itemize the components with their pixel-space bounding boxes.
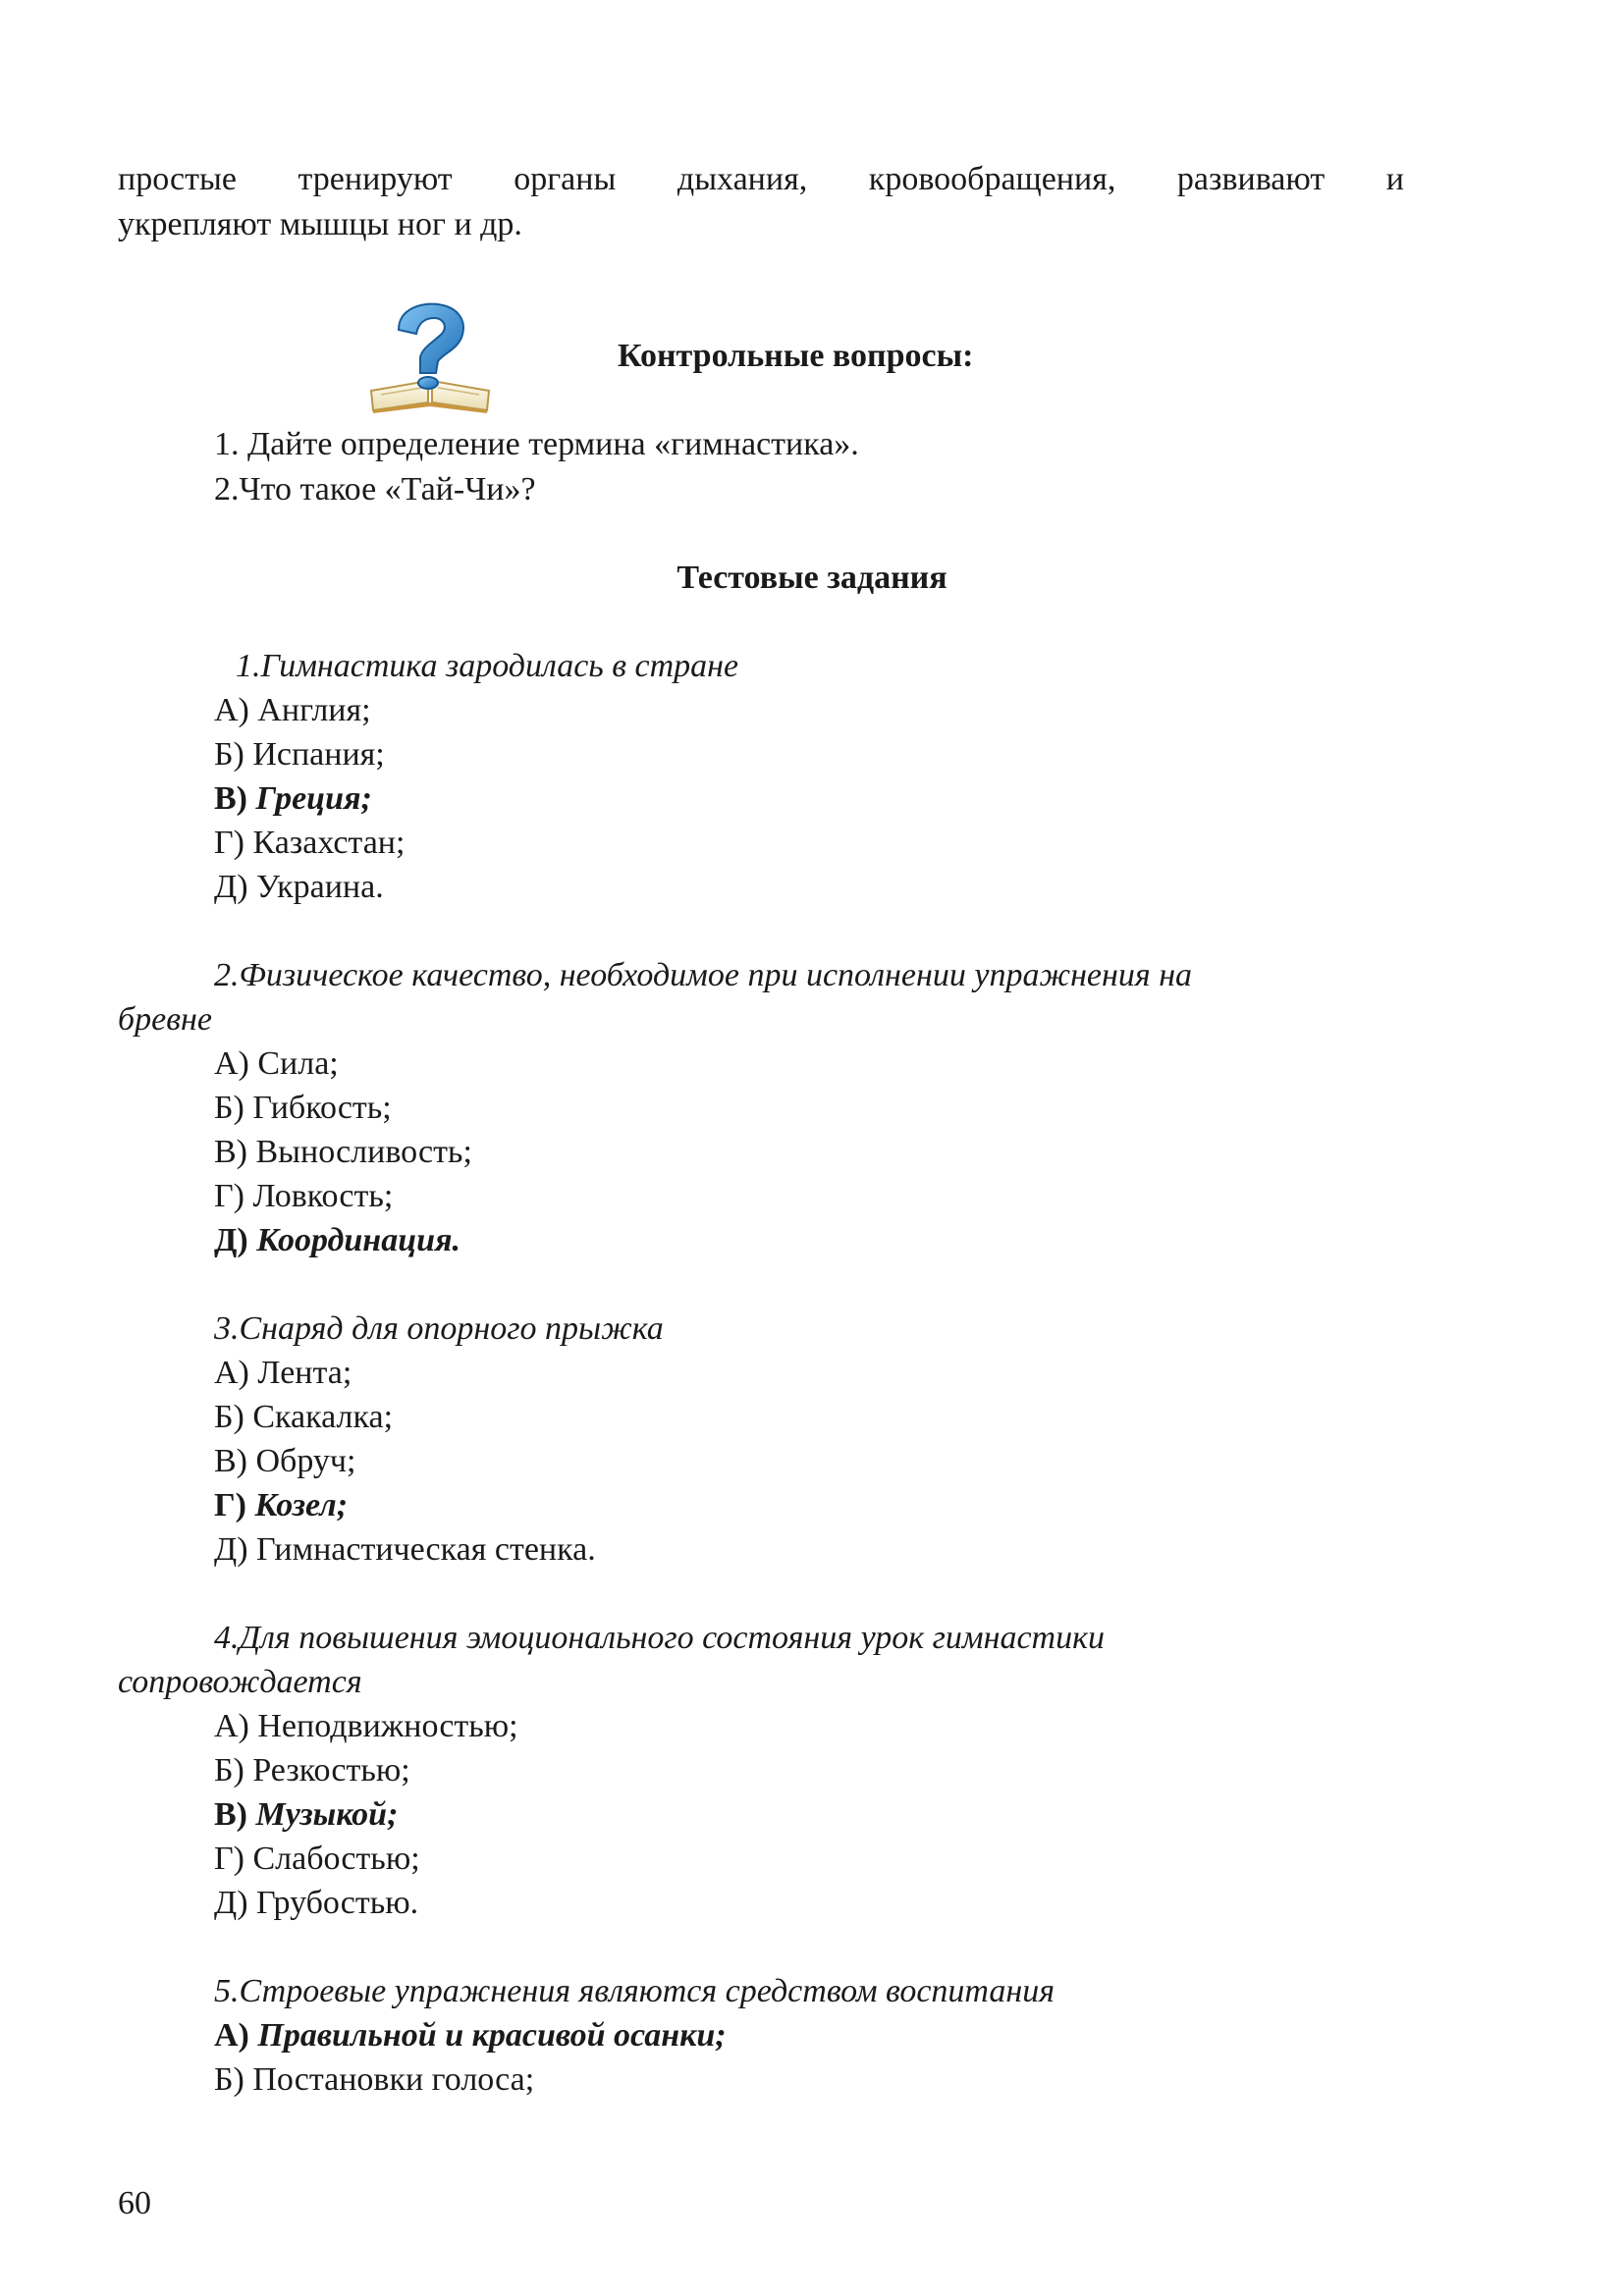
test-1-option-a: А) Англия;: [214, 692, 371, 728]
option-letter: Г): [214, 1487, 255, 1523]
tests-heading: Тестовые задания: [677, 560, 947, 596]
option-text: Греция;: [255, 780, 372, 817]
test-4-option-b: Б) Резкостью;: [214, 1752, 410, 1789]
intro-line-2: укрепляют мышцы ног и др.: [118, 206, 522, 242]
control-question-1: 1. Дайте определение термина «гимнастика».: [214, 426, 859, 462]
test-2-question-line-2: бревне: [118, 1001, 212, 1038]
page-number: 60: [118, 2185, 151, 2221]
test-5-option-b: Б) Постановки голоса;: [214, 2061, 535, 2098]
test-4-question-line-2: сопровождается: [118, 1664, 362, 1700]
test-3-option-e: Д) Гимнастическая стенка.: [214, 1531, 596, 1568]
option-text: Координация.: [256, 1222, 461, 1258]
test-2-option-a: А) Сила;: [214, 1045, 339, 1082]
control-questions-heading: Контрольные вопросы:: [618, 338, 974, 374]
test-1-option-e: Д) Украина.: [214, 869, 384, 905]
test-3-option-b: Б) Скакалка;: [214, 1399, 394, 1435]
option-text: Козел;: [254, 1487, 349, 1523]
test-1-question: 1.Гимнастика зародилась в стране: [236, 648, 739, 684]
test-2-option-c: В) Выносливость;: [214, 1134, 472, 1170]
option-letter: Д): [214, 1222, 257, 1258]
test-3-option-a: А) Лента;: [214, 1355, 352, 1391]
test-2-option-e-correct: [214, 1218, 460, 1262]
intro-line-1: простые тренируют органы дыхания, кровообращения, развивают и: [118, 161, 1404, 197]
test-4-option-d: Г) Слабостью;: [214, 1841, 420, 1877]
test-3-option-d-correct: [214, 1483, 348, 1527]
test-2-option-d: Г) Ловкость;: [214, 1178, 394, 1214]
option-letter: В): [214, 1796, 256, 1833]
test-2-question-line-1: 2.Физическое качество, необходимое при исполнении упражнения на: [214, 957, 1193, 993]
test-4-question-line-1: 4.Для повышения эмоционального состояния урок гимнастики: [214, 1620, 1106, 1656]
test-4-option-e: Д) Грубостью.: [214, 1885, 419, 1921]
test-4-option-c-correct: [214, 1792, 398, 1837]
test-5-option-a-correct: [214, 2013, 727, 2057]
option-letter: А): [214, 2017, 258, 2054]
question-book-icon: [365, 300, 495, 414]
test-1-option-d: Г) Казахстан;: [214, 825, 406, 861]
option-letter: В): [214, 780, 256, 817]
test-1-option-b: Б) Испания;: [214, 736, 385, 773]
option-text: Музыкой;: [255, 1796, 399, 1833]
test-4-option-a: А) Неподвижностью;: [214, 1708, 518, 1744]
test-3-question: 3.Снаряд для опорного прыжка: [214, 1310, 664, 1347]
control-question-2: 2.Что такое «Тай-Чи»?: [214, 471, 536, 507]
test-1-option-c-correct: [214, 776, 372, 821]
test-2-option-b: Б) Гибкость;: [214, 1090, 392, 1126]
option-text: Правильной и красивой осанки;: [257, 2017, 727, 2054]
test-3-option-c: В) Обруч;: [214, 1443, 356, 1479]
test-5-question: 5.Строевые упражнения являются средством воспитания: [214, 1973, 1056, 2009]
